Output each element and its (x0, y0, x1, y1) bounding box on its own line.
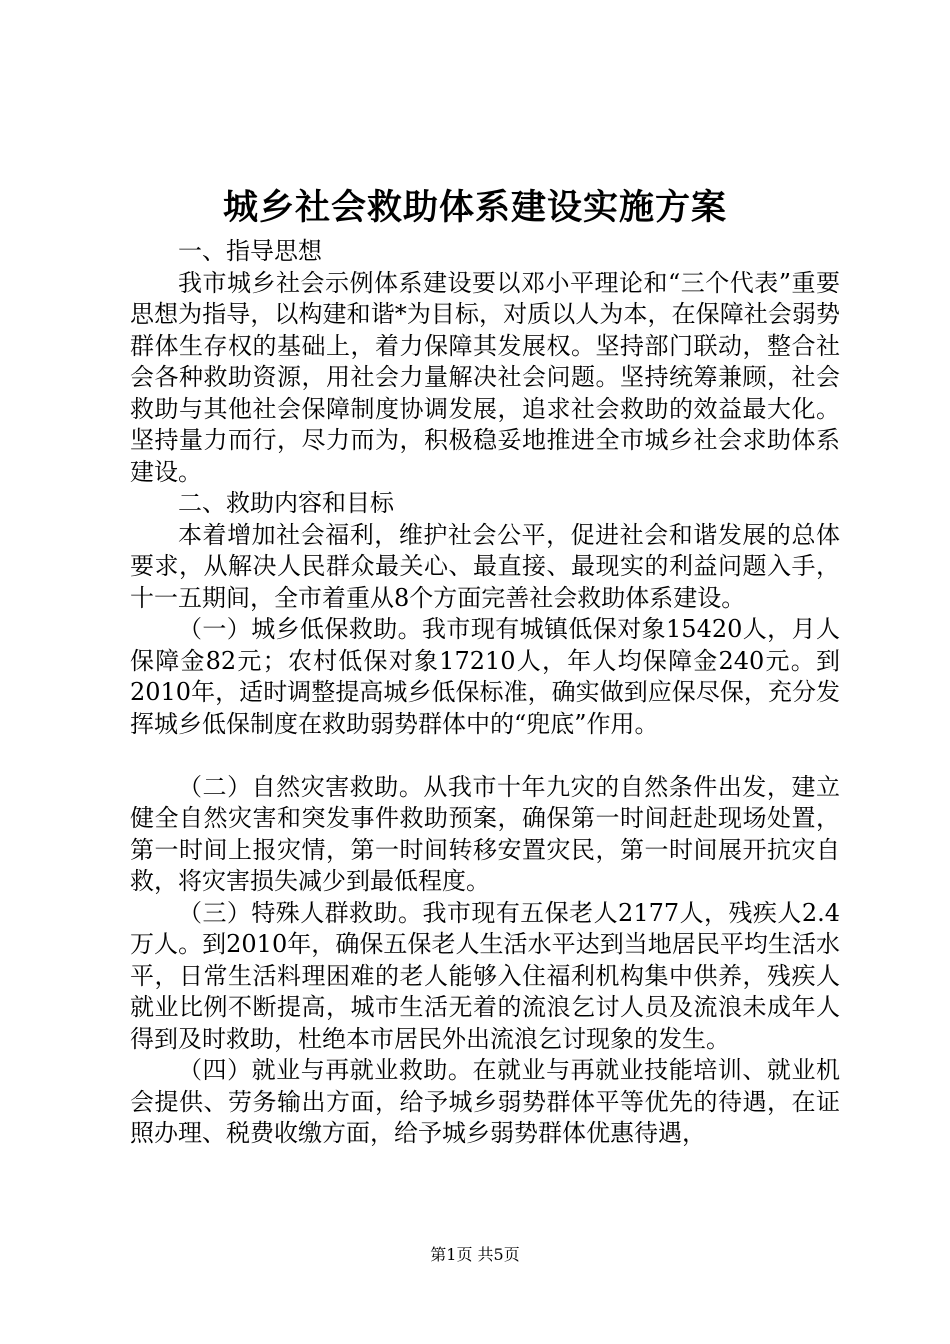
page-footer: 第1页 共5页 (430, 1245, 520, 1264)
paragraph-item-1-subsistence-allowance: （一）城乡低保救助。我市现有城镇低保对象15420人，月人保障金82元；农村低保对象17210人，年人均保障金240元。到2010年，适时调整提高城乡低保标准，确实做到应保尽保，充分发挥城乡低保制度在救助弱势群体中的“兜底”作用。 (130, 615, 840, 738)
paragraph-item-4-employment-aid: （四）就业与再就业救助。在就业与再就业技能培训、就业机会提供、劳务输出方面，给予城乡弱势群体平等优先的待遇，在证照办理、税费收缴方面，给予城乡弱势群体优惠待遇， (130, 1056, 840, 1147)
paragraph-item-2-disaster-relief: （二）自然灾害救助。从我市十年九灾的自然条件出发，建立健全自然灾害和突发事件救助预案，确保第一时间赶赴现场处置，第一时间上报灾情，第一时间转移安置灾民，第一时间展开抗灾自救，将灾害损失减少到最低程度。 (130, 772, 840, 895)
section-heading-guiding-ideology: 一、指导思想 (178, 237, 322, 265)
paragraph-item-3-special-groups: （三）特殊人群救助。我市现有五保老人2177人，残疾人2.4万人。到2010年，确保五保老人生活水平达到当地居民平均生活水平，日常生活料理困难的老人能够入住福利机构集中供养，残疾人就业比例不断提高，城市生活无着的流浪乞讨人员及流浪未成年人得到及时救助，杜绝本市居民外出流浪乞讨现象的发生。 (130, 898, 840, 1053)
paragraph-guiding-ideology: 我市城乡社会示例体系建设要以邓小平理论和“三个代表”重要思想为指导，以构建和谐*为目标，对质以人为本，在保障社会弱势群体生存权的基础上，着力保障其发展权。坚持部门联动，整合社会各种救助资源，用社会力量解决社会问题。坚持统筹兼顾，社会救助与其他社会保障制度协调发展，追求社会救助的效益最大化。坚持量力而行，尽力而为，积极稳妥地推进全市城乡社会求助体系建设。 (130, 268, 840, 486)
document-title: 城乡社会救助体系建设实施方案 (222, 187, 727, 228)
section-heading-content-and-goals: 二、救助内容和目标 (178, 489, 394, 517)
blank-line (130, 740, 840, 772)
document-body (130, 236, 840, 1150)
paragraph-content-and-goals: 本着增加社会福利，维护社会公平，促进社会和谐发展的总体要求，从解决人民群众最关心、最直接、最现实的利益问题入手，十一五期间，全市着重从8个方面完善社会救助体系建设。 (130, 520, 840, 612)
